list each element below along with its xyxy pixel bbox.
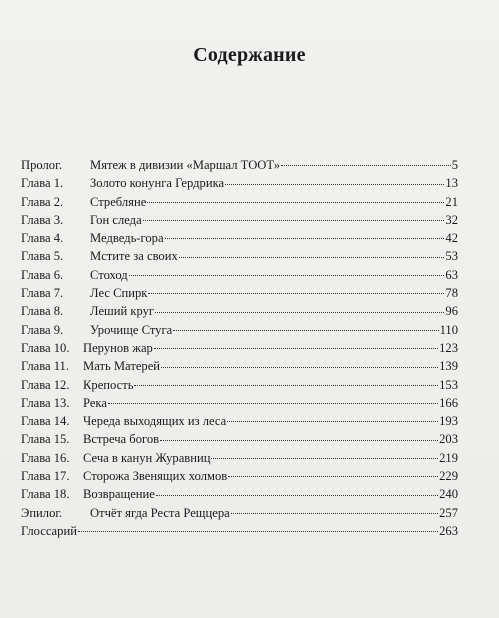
toc-entry <box>21 156 458 174</box>
toc-entry-page: 263 <box>439 523 458 538</box>
toc-dot-leader <box>160 439 438 441</box>
toc-entry-page: 78 <box>445 286 458 301</box>
toc-entry <box>21 193 458 211</box>
toc-entry-page: 257 <box>439 505 458 520</box>
toc-entry-page: 219 <box>439 450 458 465</box>
toc-entry-page: 123 <box>439 340 458 355</box>
toc-entry-title: Лес Спирк <box>90 286 148 301</box>
toc-entry-title: Отчёт ягда Реста Рещцера <box>90 505 230 520</box>
toc-entry-title: Леший круг <box>90 304 155 319</box>
toc-entry-page: 32 <box>445 212 458 227</box>
toc-entry-title: Мстите за своих <box>90 249 178 264</box>
toc-entry-title: Река <box>83 395 107 410</box>
toc-dot-leader <box>211 457 438 459</box>
toc-entry-page: 96 <box>445 304 458 319</box>
toc-entry-label: Глава 5. <box>21 249 64 264</box>
toc-entry-page: 203 <box>439 432 458 447</box>
toc-entry-page: 229 <box>439 469 458 484</box>
toc-entry-page: 13 <box>445 176 458 191</box>
toc-dot-leader <box>281 164 451 166</box>
toc-dot-leader <box>148 292 444 294</box>
toc-entry-title: Мать Матерей <box>83 359 161 374</box>
toc-entry-title: Мятеж в дивизии «Маршал ТООТ» <box>90 158 281 172</box>
toc-entry-label: Глава 17. <box>21 469 70 484</box>
toc-entry <box>21 504 458 522</box>
toc-entry-page: 5 <box>451 158 458 172</box>
toc-dot-leader <box>108 402 438 404</box>
toc-entry <box>21 449 458 467</box>
toc-entry-title: Сторожа Звенящих холмов <box>83 469 228 484</box>
toc-entry-label: Глава 7. <box>21 286 64 301</box>
toc-entry <box>21 376 458 394</box>
toc-entry-label: Глава 1. <box>21 176 64 191</box>
toc-entry-label: Пролог. <box>21 158 62 172</box>
toc-entry-label: Глава 15. <box>21 432 70 447</box>
toc-dot-leader <box>161 366 438 368</box>
toc-entry-label: Глава 11. <box>21 359 70 374</box>
toc-entry <box>21 302 458 320</box>
toc-entry-label: Глава 13. <box>21 395 70 410</box>
toc-entry-label: Глоссарий <box>21 523 77 538</box>
toc-entry-label: Глава 14. <box>21 414 70 429</box>
toc-entry <box>21 394 458 412</box>
toc-entry <box>21 467 458 485</box>
toc-entry-title: Урочище Стуга <box>90 322 173 337</box>
toc-entry <box>21 211 458 229</box>
toc-entry-label: Глава 9. <box>21 322 64 337</box>
toc-dot-leader <box>154 347 438 349</box>
toc-entry <box>21 266 458 284</box>
toc-entry-title: Гон следа <box>90 212 142 227</box>
toc-dot-leader <box>78 530 438 532</box>
toc-dot-leader <box>231 512 438 514</box>
toc-entry <box>21 284 458 302</box>
toc-entry-title: Сеча в канун Журавниц <box>83 450 211 465</box>
toc-entry-title: Медведь-гора <box>90 231 164 246</box>
toc-entry-page: 63 <box>445 267 458 282</box>
toc-entry-title: Встреча богов <box>83 432 160 447</box>
toc-entry <box>21 229 458 247</box>
toc-entry-label: Глава 3. <box>21 212 64 227</box>
table-of-contents <box>21 156 458 540</box>
toc-dot-leader <box>143 219 445 221</box>
toc-entry-label: Глава 16. <box>21 450 70 465</box>
toc-entry <box>21 321 458 339</box>
toc-entry-label: Глава 12. <box>21 377 70 392</box>
page-title: Содержание <box>193 44 306 66</box>
toc-entry-title: Стребляне <box>90 194 147 209</box>
toc-entry <box>21 430 458 448</box>
toc-dot-leader <box>173 329 438 331</box>
toc-entry-label: Глава 8. <box>21 304 64 319</box>
toc-entry-title: Возвращение <box>83 487 155 502</box>
toc-entry-title: Череда выходящих из леса <box>83 414 227 429</box>
toc-entry-label: Глава 2. <box>21 194 64 209</box>
toc-entry-label: Эпилог. <box>21 505 63 520</box>
toc-dot-leader <box>129 274 445 276</box>
toc-entry-label: Глава 4. <box>21 231 64 246</box>
toc-entry <box>21 485 458 503</box>
toc-entry-label: Глава 10. <box>21 340 70 355</box>
toc-dot-leader <box>165 237 445 239</box>
toc-entry-title: Перунов жар <box>83 340 153 355</box>
toc-dot-leader <box>155 311 444 313</box>
toc-dot-leader <box>225 183 444 185</box>
toc-dot-leader <box>227 420 438 422</box>
toc-entry <box>21 412 458 430</box>
toc-entry-page: 53 <box>445 249 458 264</box>
toc-entry-page: 193 <box>439 414 458 429</box>
toc-entry <box>21 339 458 357</box>
toc-entry-page: 153 <box>439 377 458 392</box>
toc-dot-leader <box>228 475 438 477</box>
toc-entry-label: Глава 6. <box>21 267 64 282</box>
toc-entry <box>21 522 458 540</box>
toc-dot-leader <box>134 384 438 386</box>
toc-entry-title: Золото конунга Гердрика <box>90 176 225 191</box>
toc-entry-page: 21 <box>445 194 458 209</box>
toc-entry-page: 42 <box>445 231 458 246</box>
toc-entry-title: Стоход <box>90 267 128 282</box>
toc-entry <box>21 357 458 375</box>
toc-entry-page: 139 <box>439 359 458 374</box>
toc-entry <box>21 247 458 265</box>
toc-entry-page: 166 <box>439 395 458 410</box>
toc-dot-leader <box>156 494 438 496</box>
toc-entry <box>21 174 458 192</box>
toc-dot-leader <box>147 201 444 203</box>
toc-entry-page: 110 <box>439 322 458 337</box>
toc-entry-label: Глава 18. <box>21 487 70 502</box>
toc-entry-title: Крепость <box>83 377 134 392</box>
toc-dot-leader <box>179 256 445 258</box>
toc-entry-page: 240 <box>439 487 458 502</box>
